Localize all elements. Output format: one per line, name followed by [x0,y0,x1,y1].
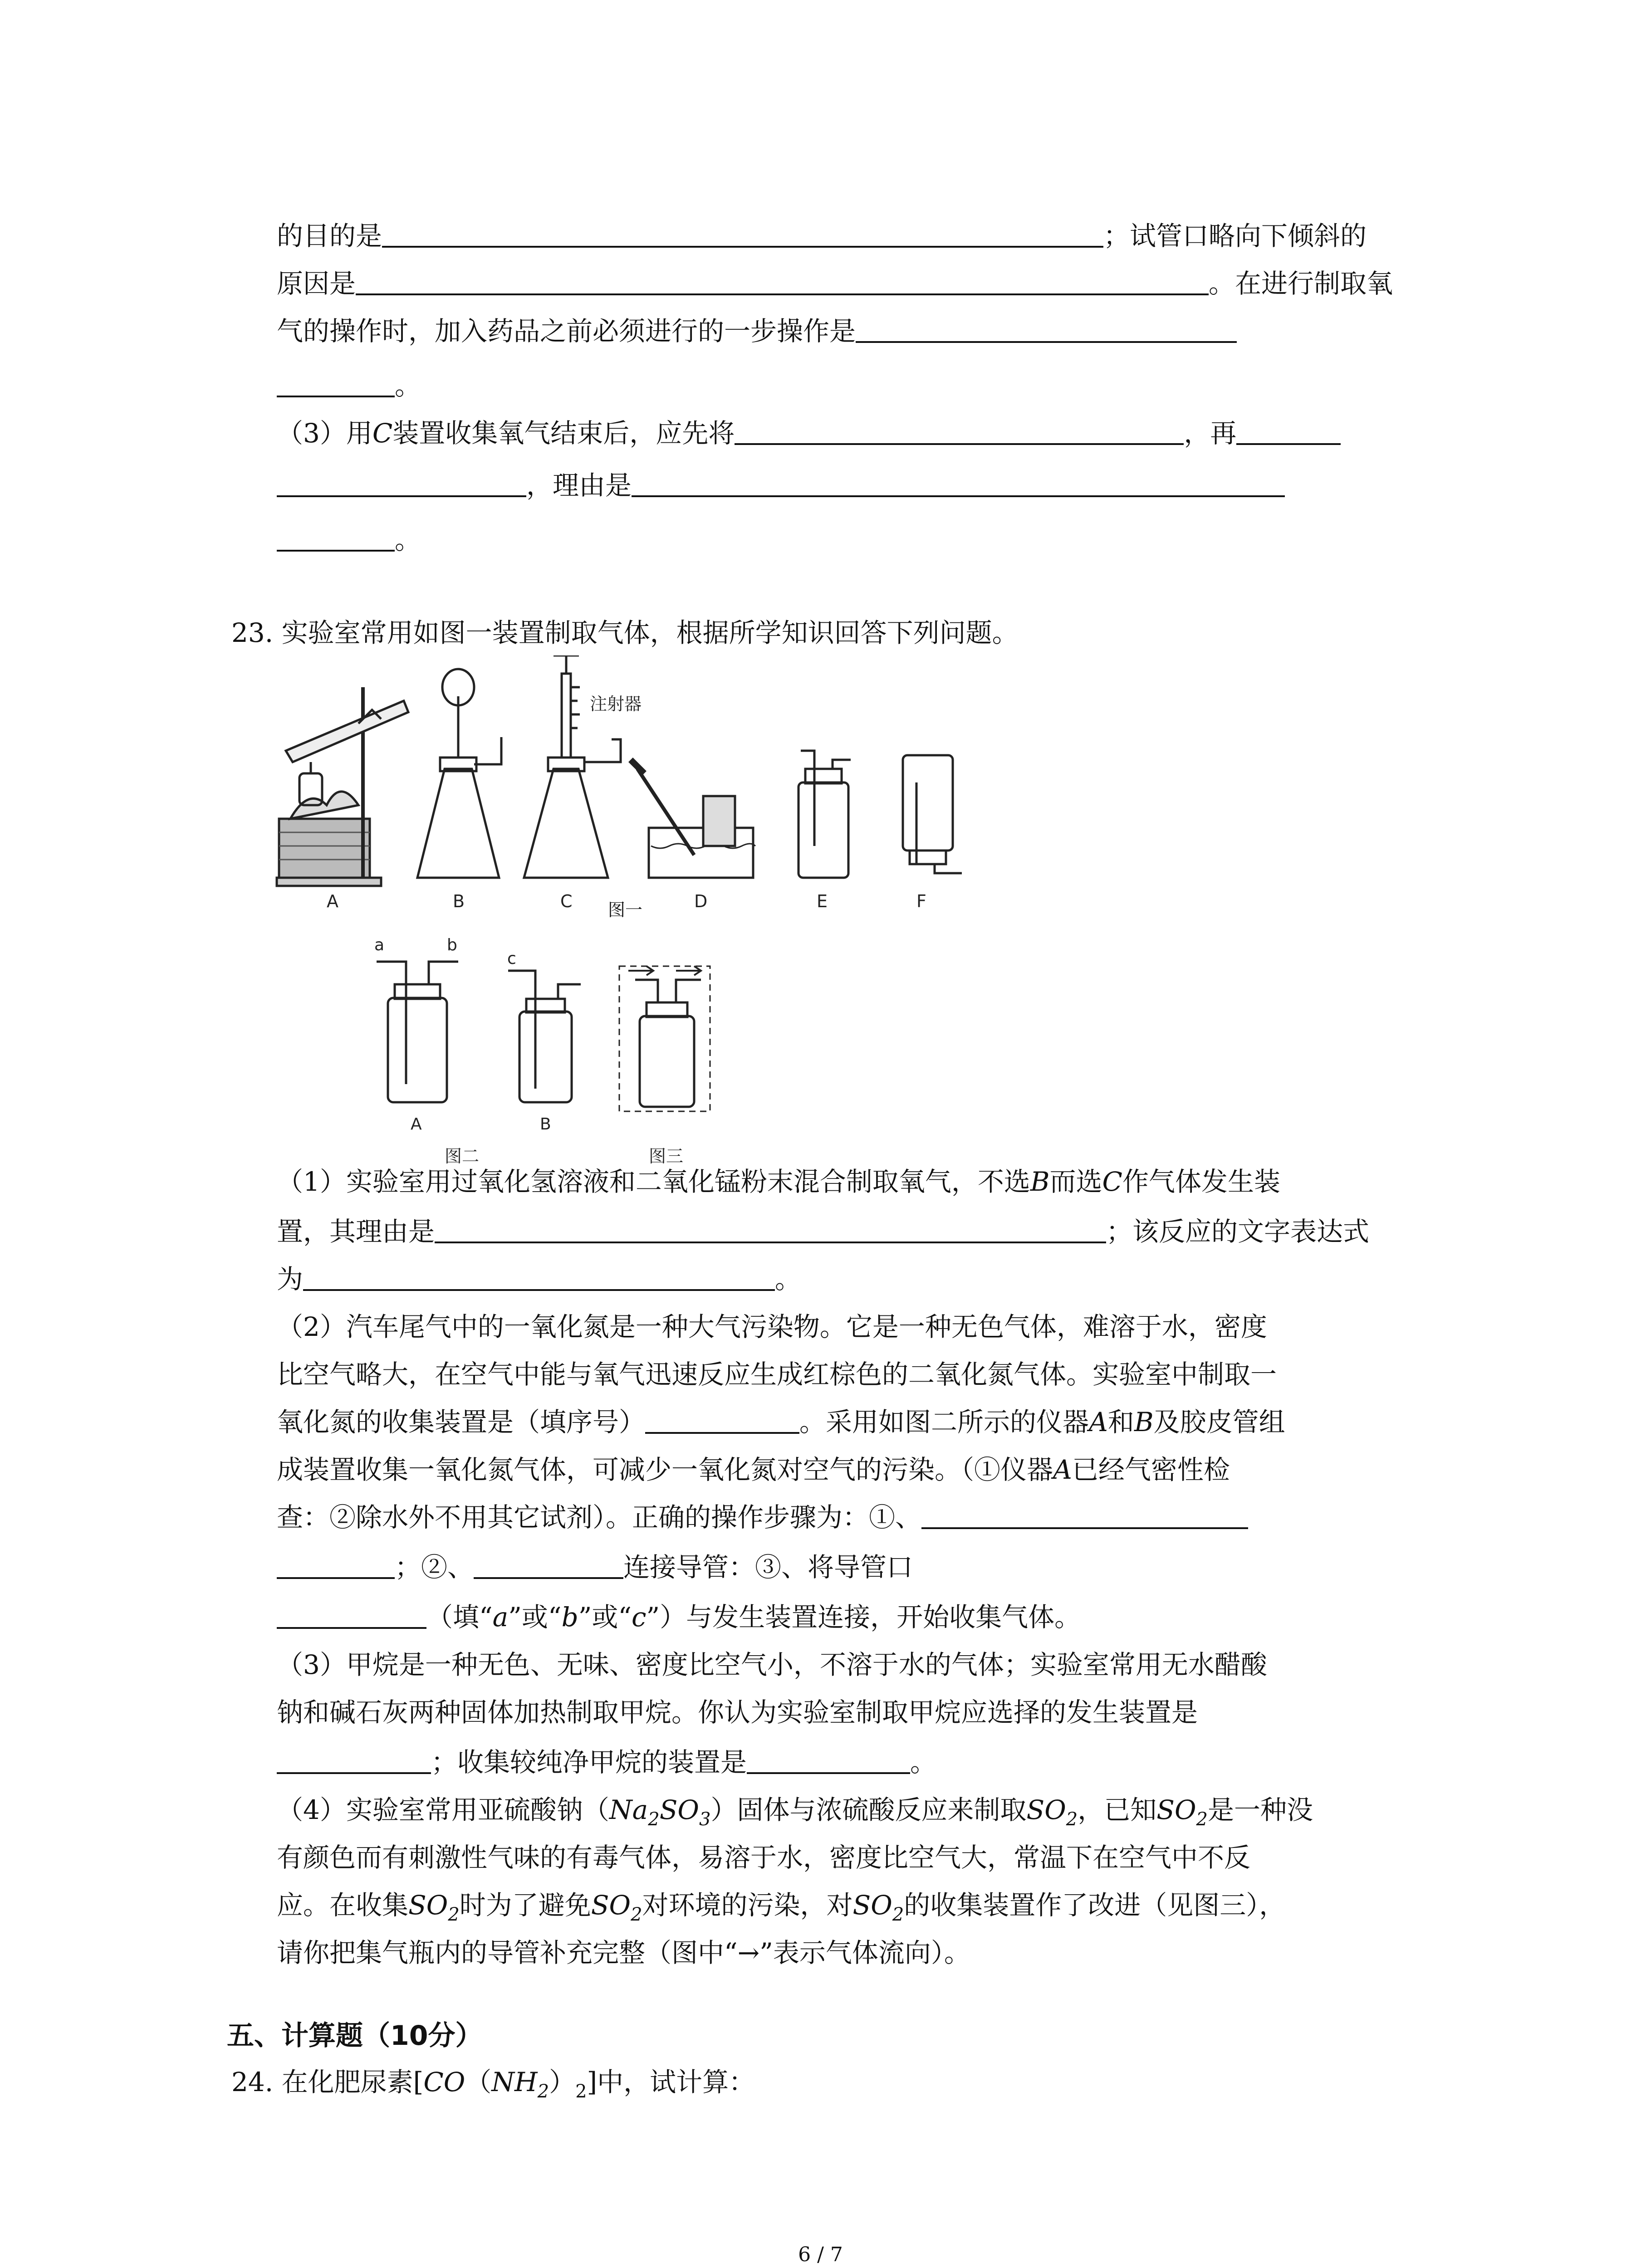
figure-1-apparatus [272,655,971,909]
answer-blank[interactable] [735,415,1184,445]
flow-arrow-icon [628,966,701,975]
formula: SO [408,1890,448,1921]
formula: SO [852,1890,892,1921]
q23-p2-line-1: （2）汽车尾气中的一氧化氮是一种大气污染物。它是一种无色气体，难溶于水，密度 [277,1311,1267,1342]
text: c [632,1602,647,1633]
tube-label-a: a [374,936,385,954]
formula: CO [423,2067,465,2097]
answer-blank[interactable] [747,1744,910,1774]
text: ；收集较纯净甲烷的装置是 [431,1747,747,1778]
text: 查：②除水外不用其它试剂）。正确的操作步骤为：①、 [277,1502,922,1533]
formula-sub: 2 [537,2081,549,2102]
q22-line-2 [277,261,1393,306]
answer-blank[interactable] [632,467,1285,497]
q23-p2-line-3 [277,1399,1285,1445]
q23-p4-line-2: 有颜色而有刺激性气味的有毒气体，易溶于水，密度比空气大，常温下在空气中不反 [277,1842,1251,1873]
apparatus-label-e: E [817,891,828,909]
q23-p2-line-7 [277,1594,1081,1640]
formula: Na [609,1794,648,1825]
answer-blank[interactable] [921,1499,1248,1529]
text: C [1102,1166,1122,1197]
apparatus-label-c: C [560,891,573,909]
text: 成装置收集一氧化氮气体，可减少一氧化氮对空气的污染。（①仪器 [277,1454,1053,1485]
text: 。 [395,524,421,555]
text: （3）用 [277,418,372,449]
text: 。采用如图二所示的仪器 [799,1407,1089,1437]
text: 作气体发生装 [1122,1166,1280,1197]
text: B [1030,1166,1050,1197]
answer-blank[interactable] [277,1549,395,1579]
q22-line-3 [277,308,1237,354]
bottle-3-icon [619,966,710,1111]
q23-p2-line-6 [277,1545,913,1590]
page-number: 6 / 7 [798,2243,843,2266]
bottle-label-a: A [411,1115,422,1134]
text: 装置收集氧气结束后，应先将 [392,418,735,449]
text: 已经气密性检 [1072,1454,1230,1485]
figure-2-3-apparatus [363,925,771,1170]
answer-blank[interactable] [303,1261,775,1291]
q22-line-1 [277,213,1367,259]
apparatus-e-icon [798,751,851,878]
text: 气的操作时，加入药品之前必须进行的一步操作是 [277,316,856,347]
text: 24. 在化肥尿素[ [231,2067,424,2097]
text: ”或“ [508,1602,562,1633]
formula-sub: 2 [1196,1809,1208,1830]
answer-blank[interactable] [277,467,526,497]
text: C [372,418,393,449]
answer-blank[interactable] [645,1404,799,1434]
text: 的目的是 [277,220,382,251]
answer-blank[interactable] [382,218,1103,248]
q22-line-6 [277,463,1285,508]
text: 。 [910,1747,937,1778]
apparatus-label-d: D [694,891,708,909]
text: 及胶皮管组 [1153,1407,1285,1437]
text: b [561,1602,578,1633]
q23-p4-line-1 [277,1787,1313,1842]
text: 时为了避免 [459,1890,591,1921]
text: （4）实验室常用亚硫酸钠（ [277,1794,609,1825]
formula: NH [491,2067,538,2097]
text: 而选 [1049,1166,1102,1197]
text: 连接导管：③、将导管口 [623,1552,913,1583]
formula: SO [1026,1794,1066,1825]
apparatus-label-a: A [327,891,338,909]
q23-stem: 23. 实验室常用如图一装置制取气体，根据所学知识回答下列问题。 [231,617,1019,648]
text: ；②、 [395,1552,474,1583]
apparatus-label-b: B [453,891,465,909]
text: ） [549,2067,576,2097]
text: 应。在收集 [277,1890,409,1921]
figure-3-caption: 图三 [649,1146,684,1166]
answer-blank[interactable] [1236,415,1341,445]
tube-label-c: c [507,949,516,968]
text: B [1134,1407,1154,1437]
answer-blank[interactable] [356,265,1209,295]
q24-stem [231,2059,755,2114]
text: ，理由是 [526,470,632,501]
q23-p3-line-3 [277,1740,936,1785]
q23-p2-line-4 [277,1447,1230,1492]
q23-p2-line-2: 比空气略大，在空气中能与氧气迅速反应生成红棕色的二氧化氮气体。实验室中制取一 [277,1359,1277,1390]
answer-blank[interactable] [435,1213,1106,1243]
answer-blank[interactable] [277,522,395,552]
formula-sub: 2 [1066,1809,1078,1830]
apparatus-c-icon [524,655,621,878]
bottle-a-icon [377,962,458,1102]
figure-2-caption: 图二 [445,1146,480,1166]
text: 置，其理由是 [277,1216,435,1247]
q22-line-4 [277,363,421,408]
apparatus-label-f: F [916,891,926,909]
answer-blank[interactable] [277,1599,426,1629]
formula: SO [591,1890,631,1921]
formula-sub: 2 [448,1904,460,1925]
formula-sub: 2 [631,1904,642,1925]
answer-blank[interactable] [277,1744,431,1774]
text: （1）实验室用过氧化氢溶液和二氧化锰粉末混合制取氧气，不选 [277,1166,1030,1197]
text: 为 [277,1264,304,1295]
q23-p3-line-1: （3）甲烷是一种无色、无味、密度比空气小，不溶于水的气体；实验室常用无水醋酸 [277,1649,1267,1680]
q23-p3-line-2: 钠和碱石灰两种固体加热制取甲烷。你认为实验室制取甲烷应选择的发生装置是 [277,1697,1198,1728]
q22-line-7 [277,517,421,562]
text: A [1089,1407,1108,1437]
bottle-b-icon [508,971,581,1102]
formula-sub: 3 [699,1809,711,1830]
tube-label-b: b [447,936,457,954]
text: ，再 [1184,418,1237,449]
q22-line-5 [277,411,1341,456]
text: 原因是 [277,268,356,299]
q23-p1-line-2 [277,1209,1369,1254]
text: 。 [395,370,421,401]
apparatus-b-icon [417,669,501,878]
text: 是一种没 [1207,1794,1313,1825]
answer-blank[interactable] [856,313,1237,343]
text: 对环境的污染，对 [642,1890,853,1921]
text: ）固体与浓硫酸反应来制取 [710,1794,1027,1825]
figure-1-caption: 图一 [608,900,643,920]
q23-p1-line-3 [277,1256,801,1302]
apparatus-f-icon [903,755,962,873]
q23-p4-line-4: 请你把集气瓶内的导管补充完整（图中“→”表示气体流向）。 [277,1937,970,1968]
syringe-label: 注射器 [590,694,642,714]
text: （ [465,2067,492,2097]
q23-p4-line-3 [277,1882,1285,1937]
answer-blank[interactable] [277,367,395,397]
formula-sub: 2 [648,1809,660,1830]
text: （填“ [426,1602,493,1633]
text: 的收集装置作了改进（见图三）， [904,1890,1286,1921]
formula-sub: 2 [575,2081,587,2102]
text: 。 [775,1264,802,1295]
text: A [1053,1454,1072,1485]
text: a [492,1602,509,1633]
section-heading: 五、计算题（10分） [227,2020,483,2052]
text: 。在进行制取氧 [1209,268,1393,299]
text: ]中，试计算： [587,2067,755,2097]
text: ”）与发生装置连接，开始收集气体。 [646,1602,1081,1633]
text: ；试管口略向下倾斜的 [1103,220,1367,251]
text: ，已知 [1078,1794,1157,1825]
formula: SO [1156,1794,1196,1825]
bottle-label-b: B [540,1115,551,1134]
apparatus-a-icon [277,687,408,886]
formula-sub: 2 [892,1904,904,1925]
q23-p1-line-1 [277,1159,1280,1204]
text: ”或“ [578,1602,632,1633]
q23-p2-line-5 [277,1495,1248,1540]
answer-blank[interactable] [474,1549,623,1579]
text: 氧化氮的收集装置是（填序号） [277,1407,646,1437]
text: ；该反应的文字表达式 [1106,1216,1370,1247]
apparatus-d-icon [631,760,755,878]
formula: SO [659,1794,699,1825]
text: 和 [1107,1407,1134,1437]
